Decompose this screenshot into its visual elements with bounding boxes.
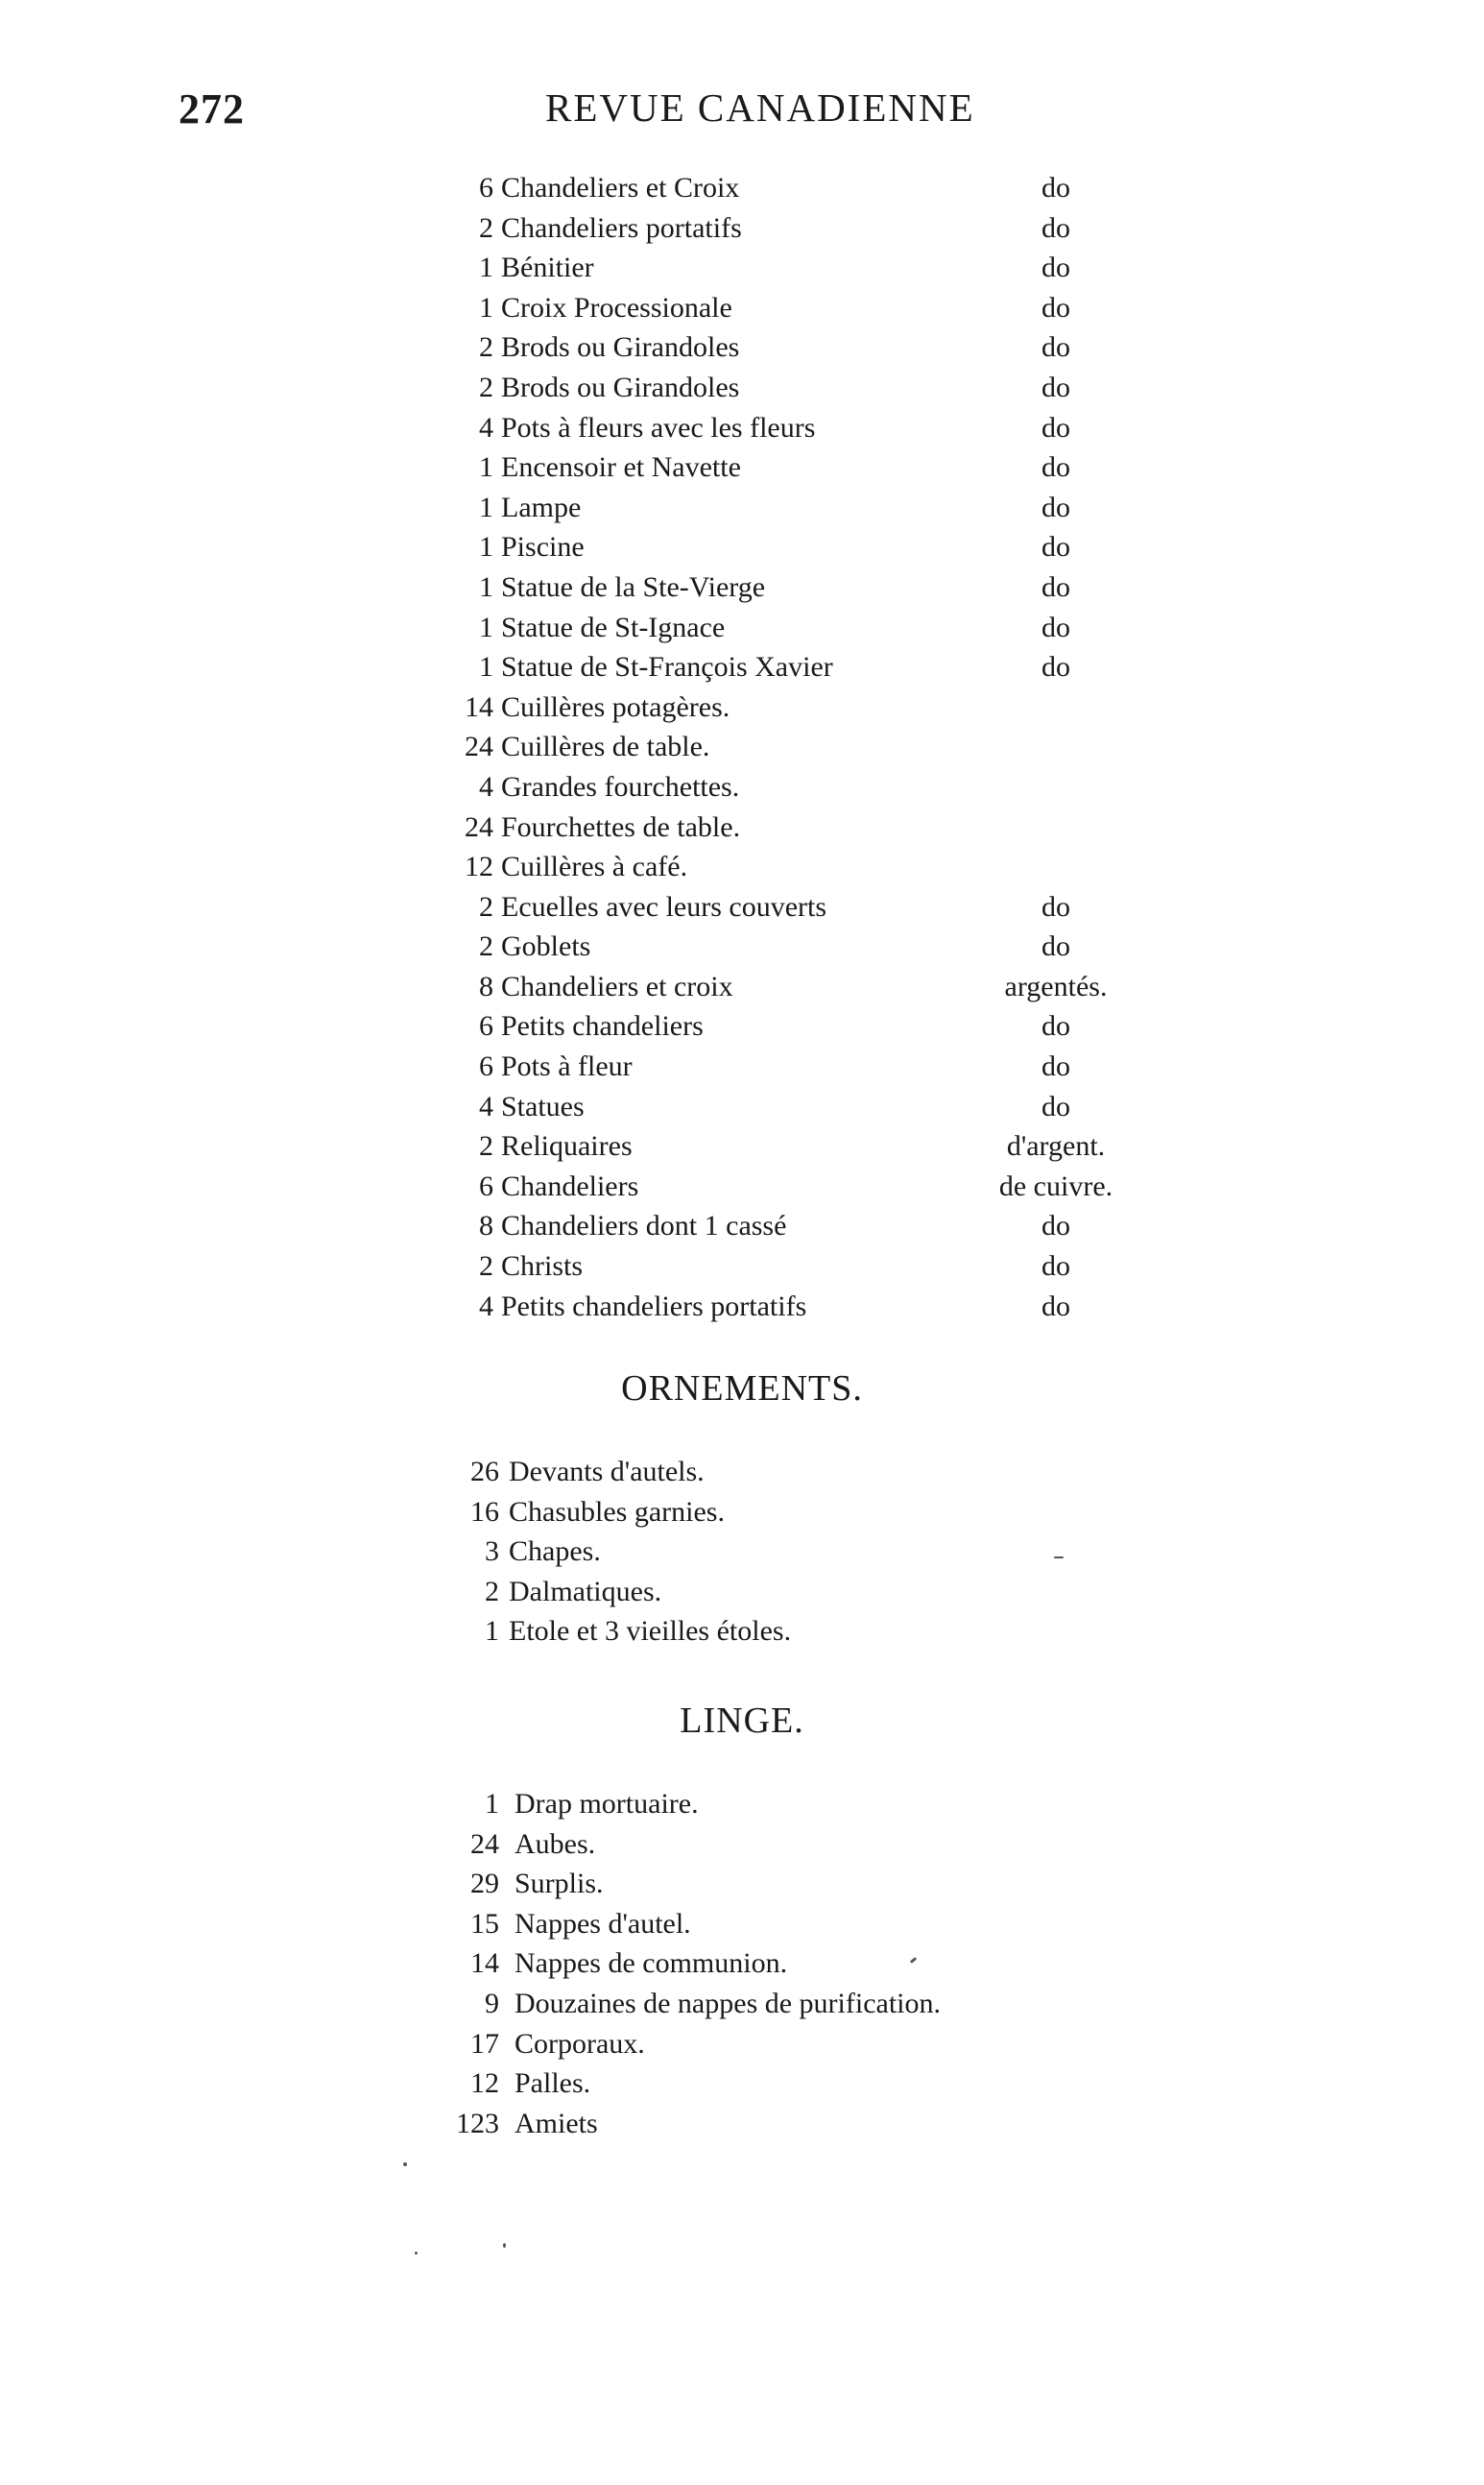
item-note: argentés. xyxy=(1004,970,1108,1002)
item-name: Lampe xyxy=(501,491,582,523)
item-name: Statue de St-François Xavier xyxy=(501,651,833,684)
ornements-list xyxy=(0,1452,1484,1652)
item-quantity: 9 xyxy=(485,1987,499,2019)
item-quantity: 17 xyxy=(470,2027,499,2060)
item-quantity: 2 xyxy=(479,1130,493,1163)
item-name: Corporaux. xyxy=(515,2027,645,2060)
item-note: do xyxy=(1041,1090,1070,1122)
item-name: Etole et 3 vieilles étoles. xyxy=(509,1615,792,1648)
item-quantity: 1 xyxy=(479,531,493,564)
item-name: Devants d'autels. xyxy=(509,1456,705,1487)
running-head: REVUE CANADIENNE xyxy=(545,85,975,130)
item-quantity: 1 xyxy=(479,491,493,523)
item-name: Cuillères de table. xyxy=(501,731,710,763)
item-name: Pots à fleur xyxy=(501,1050,633,1083)
item-name: Palles. xyxy=(515,2067,591,2100)
item-quantity: 6 xyxy=(479,1010,493,1043)
list-item xyxy=(0,208,1484,249)
item-note: do xyxy=(1041,451,1070,484)
item-name: Aubes. xyxy=(515,1827,596,1860)
item-quantity: 1 xyxy=(485,1788,499,1820)
list-item xyxy=(0,1047,1484,1087)
item-note: do xyxy=(1041,1210,1070,1242)
item-quantity: 6 xyxy=(479,172,493,204)
item-quantity: 6 xyxy=(479,1050,493,1083)
list-item xyxy=(0,688,1484,728)
ornements-title: ORNEMENTS. xyxy=(621,1368,863,1409)
item-name: Cuillères potagères. xyxy=(501,690,730,723)
list-item xyxy=(0,488,1484,528)
item-name: Dalmatiques. xyxy=(509,1575,662,1607)
scan-speck xyxy=(403,2162,407,2166)
item-name: Petits chandeliers portatifs xyxy=(501,1290,807,1322)
item-quantity: 1 xyxy=(479,291,493,324)
item-quantity: 1 xyxy=(479,611,493,643)
inventory-list xyxy=(0,168,1484,1326)
item-name: Goblets xyxy=(501,930,591,963)
item-name: Statue de St-Ignace xyxy=(501,611,726,643)
page-number: 272 xyxy=(179,85,245,133)
item-name: Chapes. xyxy=(509,1535,601,1568)
item-quantity: 1 xyxy=(485,1615,499,1648)
item-name: Piscine xyxy=(501,531,585,564)
list-item xyxy=(0,808,1484,848)
list-item xyxy=(0,1087,1484,1127)
item-quantity: 4 xyxy=(479,770,493,803)
list-item xyxy=(0,1126,1484,1167)
list-item xyxy=(0,288,1484,328)
item-name: Pots à fleurs avec les fleurs xyxy=(501,411,816,444)
item-quantity: 6 xyxy=(479,1170,493,1202)
item-quantity: 16 xyxy=(470,1495,499,1528)
list-item xyxy=(0,1246,1484,1287)
item-note: do xyxy=(1041,371,1070,403)
item-name: Christs xyxy=(501,1250,584,1283)
item-quantity: 1 xyxy=(479,651,493,684)
list-item xyxy=(0,447,1484,488)
item-quantity: 1 xyxy=(479,451,493,484)
item-name: Encensoir et Navette xyxy=(501,451,741,484)
scan-speck xyxy=(415,2252,418,2255)
item-note: do xyxy=(1041,570,1070,603)
list-item xyxy=(0,1572,1484,1612)
item-name: Grandes fourchettes. xyxy=(501,770,740,803)
item-name: Brods ou Girandoles xyxy=(501,371,740,403)
item-name: Nappes d'autel. xyxy=(515,1907,691,1940)
linge-list xyxy=(0,1784,1484,2143)
list-item xyxy=(0,527,1484,567)
item-note: do xyxy=(1041,291,1070,324)
item-quantity: 1 xyxy=(479,570,493,603)
list-item xyxy=(0,1492,1484,1532)
item-quantity: 24 xyxy=(465,731,493,763)
list-item xyxy=(0,1611,1484,1652)
item-name: Croix Processionale xyxy=(501,291,732,324)
list-item xyxy=(0,887,1484,928)
list-item xyxy=(0,1943,1484,1984)
item-note: do xyxy=(1041,211,1070,244)
item-quantity: 12 xyxy=(470,2067,499,2100)
item-quantity: 14 xyxy=(470,1947,499,1980)
list-item xyxy=(0,927,1484,967)
item-name: Chandeliers xyxy=(501,1170,639,1202)
item-quantity: 123 xyxy=(456,2107,499,2139)
item-quantity: 8 xyxy=(479,1210,493,1242)
item-quantity: 8 xyxy=(479,970,493,1002)
item-name: Petits chandeliers xyxy=(501,1010,704,1043)
list-item xyxy=(0,1167,1484,1207)
item-note: do xyxy=(1041,1290,1070,1322)
item-quantity: 24 xyxy=(470,1827,499,1860)
item-note: do xyxy=(1041,1050,1070,1083)
item-name: Statue de la Ste-Vierge xyxy=(501,570,766,603)
item-quantity: 2 xyxy=(485,1575,499,1607)
linge-title: LINGE. xyxy=(680,1701,804,1741)
list-item xyxy=(0,647,1484,688)
item-note: d'argent. xyxy=(1006,1130,1106,1163)
list-item xyxy=(0,368,1484,408)
item-quantity: 26 xyxy=(470,1456,499,1487)
item-quantity: 1 xyxy=(479,252,493,284)
item-note: do xyxy=(1041,651,1070,684)
item-note: do xyxy=(1041,172,1070,204)
list-item xyxy=(0,1006,1484,1047)
list-item xyxy=(0,847,1484,887)
item-note: do xyxy=(1041,411,1070,444)
list-item xyxy=(0,1824,1484,1865)
item-note: do xyxy=(1041,1250,1070,1283)
item-name: Cuillères à café. xyxy=(501,851,688,883)
list-item xyxy=(0,2024,1484,2064)
list-item xyxy=(0,608,1484,648)
item-quantity: 4 xyxy=(479,1290,493,1322)
list-item xyxy=(0,567,1484,608)
item-quantity: 14 xyxy=(465,690,493,723)
item-quantity: 4 xyxy=(479,1090,493,1122)
item-name: Ecuelles avec leurs couverts xyxy=(501,890,827,923)
list-item xyxy=(0,1864,1484,1904)
item-name: Nappes de communion. xyxy=(515,1947,788,1980)
item-note: do xyxy=(1041,531,1070,564)
page-header xyxy=(0,84,1484,142)
list-item xyxy=(0,1452,1484,1492)
item-quantity: 2 xyxy=(479,331,493,364)
item-quantity: 2 xyxy=(479,371,493,403)
item-quantity: 3 xyxy=(485,1535,499,1568)
list-item xyxy=(0,408,1484,448)
list-item xyxy=(0,327,1484,368)
list-item xyxy=(0,967,1484,1007)
list-item xyxy=(0,2063,1484,2104)
item-name: Reliquaires xyxy=(501,1130,633,1163)
list-item xyxy=(0,1287,1484,1327)
list-item xyxy=(0,1206,1484,1246)
item-note: do xyxy=(1041,491,1070,523)
item-quantity: 29 xyxy=(470,1868,499,1900)
list-item xyxy=(0,1532,1484,1572)
item-note: do xyxy=(1041,252,1070,284)
item-note: do xyxy=(1041,1010,1070,1043)
item-name: Drap mortuaire. xyxy=(515,1788,699,1820)
list-item xyxy=(0,168,1484,208)
item-note: de cuivre. xyxy=(998,1170,1113,1202)
item-name: Brods ou Girandoles xyxy=(501,331,740,364)
item-name: Chandeliers portatifs xyxy=(501,211,742,244)
item-name: Chasubles garnies. xyxy=(509,1495,725,1528)
list-item xyxy=(0,1904,1484,1944)
item-name: Chandeliers et Croix xyxy=(501,172,740,204)
list-item xyxy=(0,248,1484,288)
item-name: Statues xyxy=(501,1090,585,1122)
item-note: do xyxy=(1041,331,1070,364)
list-item xyxy=(0,1984,1484,2024)
item-name: Chandeliers et croix xyxy=(501,970,733,1002)
item-note: do xyxy=(1041,890,1070,923)
list-item xyxy=(0,727,1484,767)
item-name: Surplis. xyxy=(515,1868,604,1900)
item-quantity: 2 xyxy=(479,890,493,923)
item-quantity: 4 xyxy=(479,411,493,444)
list-item xyxy=(0,1784,1484,1824)
item-quantity: 2 xyxy=(479,930,493,963)
scan-speck xyxy=(503,2243,506,2248)
item-quantity: 2 xyxy=(479,211,493,244)
item-name: Chandeliers dont 1 cassé xyxy=(501,1210,787,1242)
item-quantity: 24 xyxy=(465,810,493,843)
item-quantity: 15 xyxy=(470,1907,499,1940)
item-quantity: 2 xyxy=(479,1250,493,1283)
item-name: Bénitier xyxy=(501,252,594,284)
item-name: Fourchettes de table. xyxy=(501,810,741,843)
item-note: do xyxy=(1041,930,1070,963)
item-quantity: 12 xyxy=(465,851,493,883)
item-name: Amiets xyxy=(515,2107,598,2139)
item-note: do xyxy=(1041,611,1070,643)
scan-speck xyxy=(1054,1556,1064,1558)
item-name: Douzaines de nappes de purification. xyxy=(515,1987,942,2019)
list-item xyxy=(0,767,1484,808)
list-item xyxy=(0,2104,1484,2144)
